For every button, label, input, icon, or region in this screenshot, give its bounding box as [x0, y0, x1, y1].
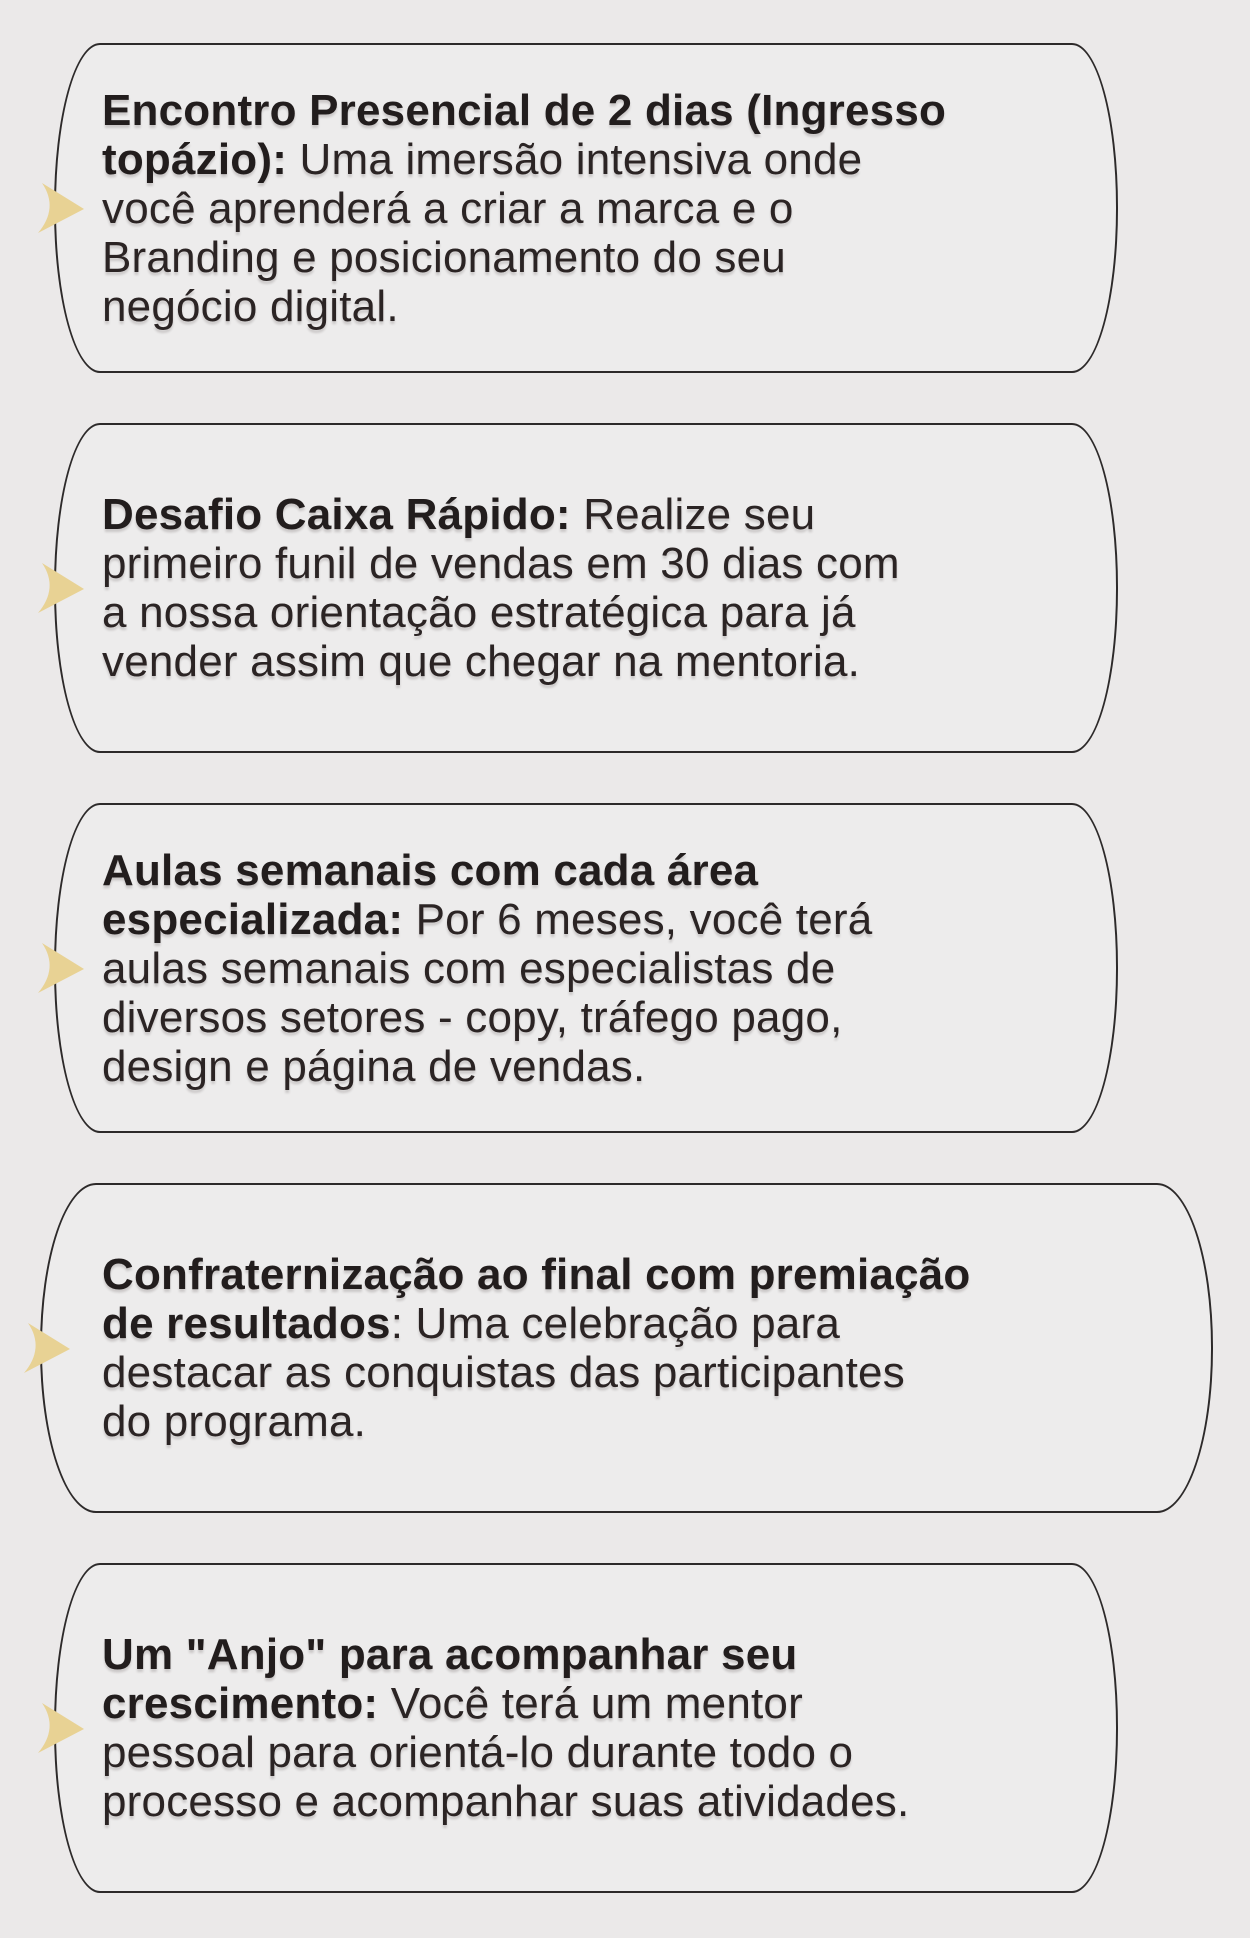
text-line — [102, 993, 872, 1042]
text-line — [102, 637, 900, 686]
card-body-text: diversos setores - copy, tráfego pago, — [102, 992, 843, 1042]
text-line — [102, 135, 946, 184]
card-body-text: pessoal para orientá-lo durante todo o — [102, 1728, 854, 1777]
card-body-text: vender assim que chegar na mentoria. — [102, 637, 861, 686]
card-body-text: Branding e posicionamento do seu — [102, 232, 786, 282]
card-body-text: Uma imersão intensiva onde — [287, 134, 863, 184]
text-line — [102, 1630, 909, 1679]
feature-card — [54, 1563, 1118, 1893]
text-line — [102, 490, 900, 539]
card-text — [56, 490, 916, 686]
text-line — [102, 1777, 909, 1826]
card-body-text: processo e acompanhar suas atividades. — [102, 1777, 910, 1826]
card-lead-text: Confraternização ao final com premiação — [102, 1250, 971, 1299]
card-text — [56, 846, 888, 1091]
card-text — [56, 86, 962, 331]
text-line — [102, 1397, 971, 1446]
text-line — [102, 1348, 971, 1397]
text-line — [102, 1679, 909, 1728]
text-line — [102, 1728, 909, 1777]
feature-card — [54, 803, 1118, 1133]
text-line — [102, 233, 946, 282]
text-line — [102, 895, 872, 944]
card-lead-text: crescimento: — [102, 1679, 379, 1728]
text-line — [102, 846, 872, 895]
card-body-text: Realize seu — [570, 490, 816, 539]
card-body-text: Você terá um mentor — [378, 1679, 803, 1728]
card-body-text: : Uma celebração para — [390, 1299, 841, 1348]
card-body-text: destacar as conquistas das participantes — [102, 1348, 905, 1397]
text-line — [102, 944, 872, 993]
card-lead-text: topázio): — [102, 134, 288, 184]
card-body-text: aulas semanais com especialistas de — [102, 943, 836, 993]
text-line — [102, 1250, 971, 1299]
card-lead-text: de resultados — [102, 1299, 391, 1348]
text-line — [102, 184, 946, 233]
text-line — [102, 539, 900, 588]
card-lead-text: Desafio Caixa Rápido: — [102, 490, 571, 539]
text-line — [102, 588, 900, 637]
card-text — [56, 1630, 925, 1826]
card-body-text: do programa. — [102, 1397, 367, 1446]
card-body-text: a nossa orientação estratégica para já — [102, 588, 856, 637]
card-body-text: design e página de vendas. — [102, 1041, 646, 1091]
card-text — [42, 1250, 987, 1446]
card-lead-text: Um "Anjo" para acompanhar seu — [102, 1630, 798, 1679]
text-line — [102, 86, 946, 135]
card-body-text: Por 6 meses, você terá — [403, 894, 873, 944]
card-body-text: negócio digital. — [102, 281, 399, 331]
text-line — [102, 1299, 971, 1348]
card-lead-text: Aulas semanais com cada área — [102, 845, 759, 895]
card-lead-text: Encontro Presencial de 2 dias (Ingresso — [102, 85, 947, 135]
text-line — [102, 1042, 872, 1091]
feature-card — [54, 43, 1118, 373]
card-body-text: primeiro funil de vendas em 30 dias com — [102, 539, 900, 588]
card-body-text: você aprenderá a criar a marca e o — [102, 183, 794, 233]
feature-card — [40, 1183, 1213, 1513]
text-line — [102, 282, 946, 331]
feature-card — [54, 423, 1118, 753]
card-lead-text: especializada: — [102, 894, 404, 944]
